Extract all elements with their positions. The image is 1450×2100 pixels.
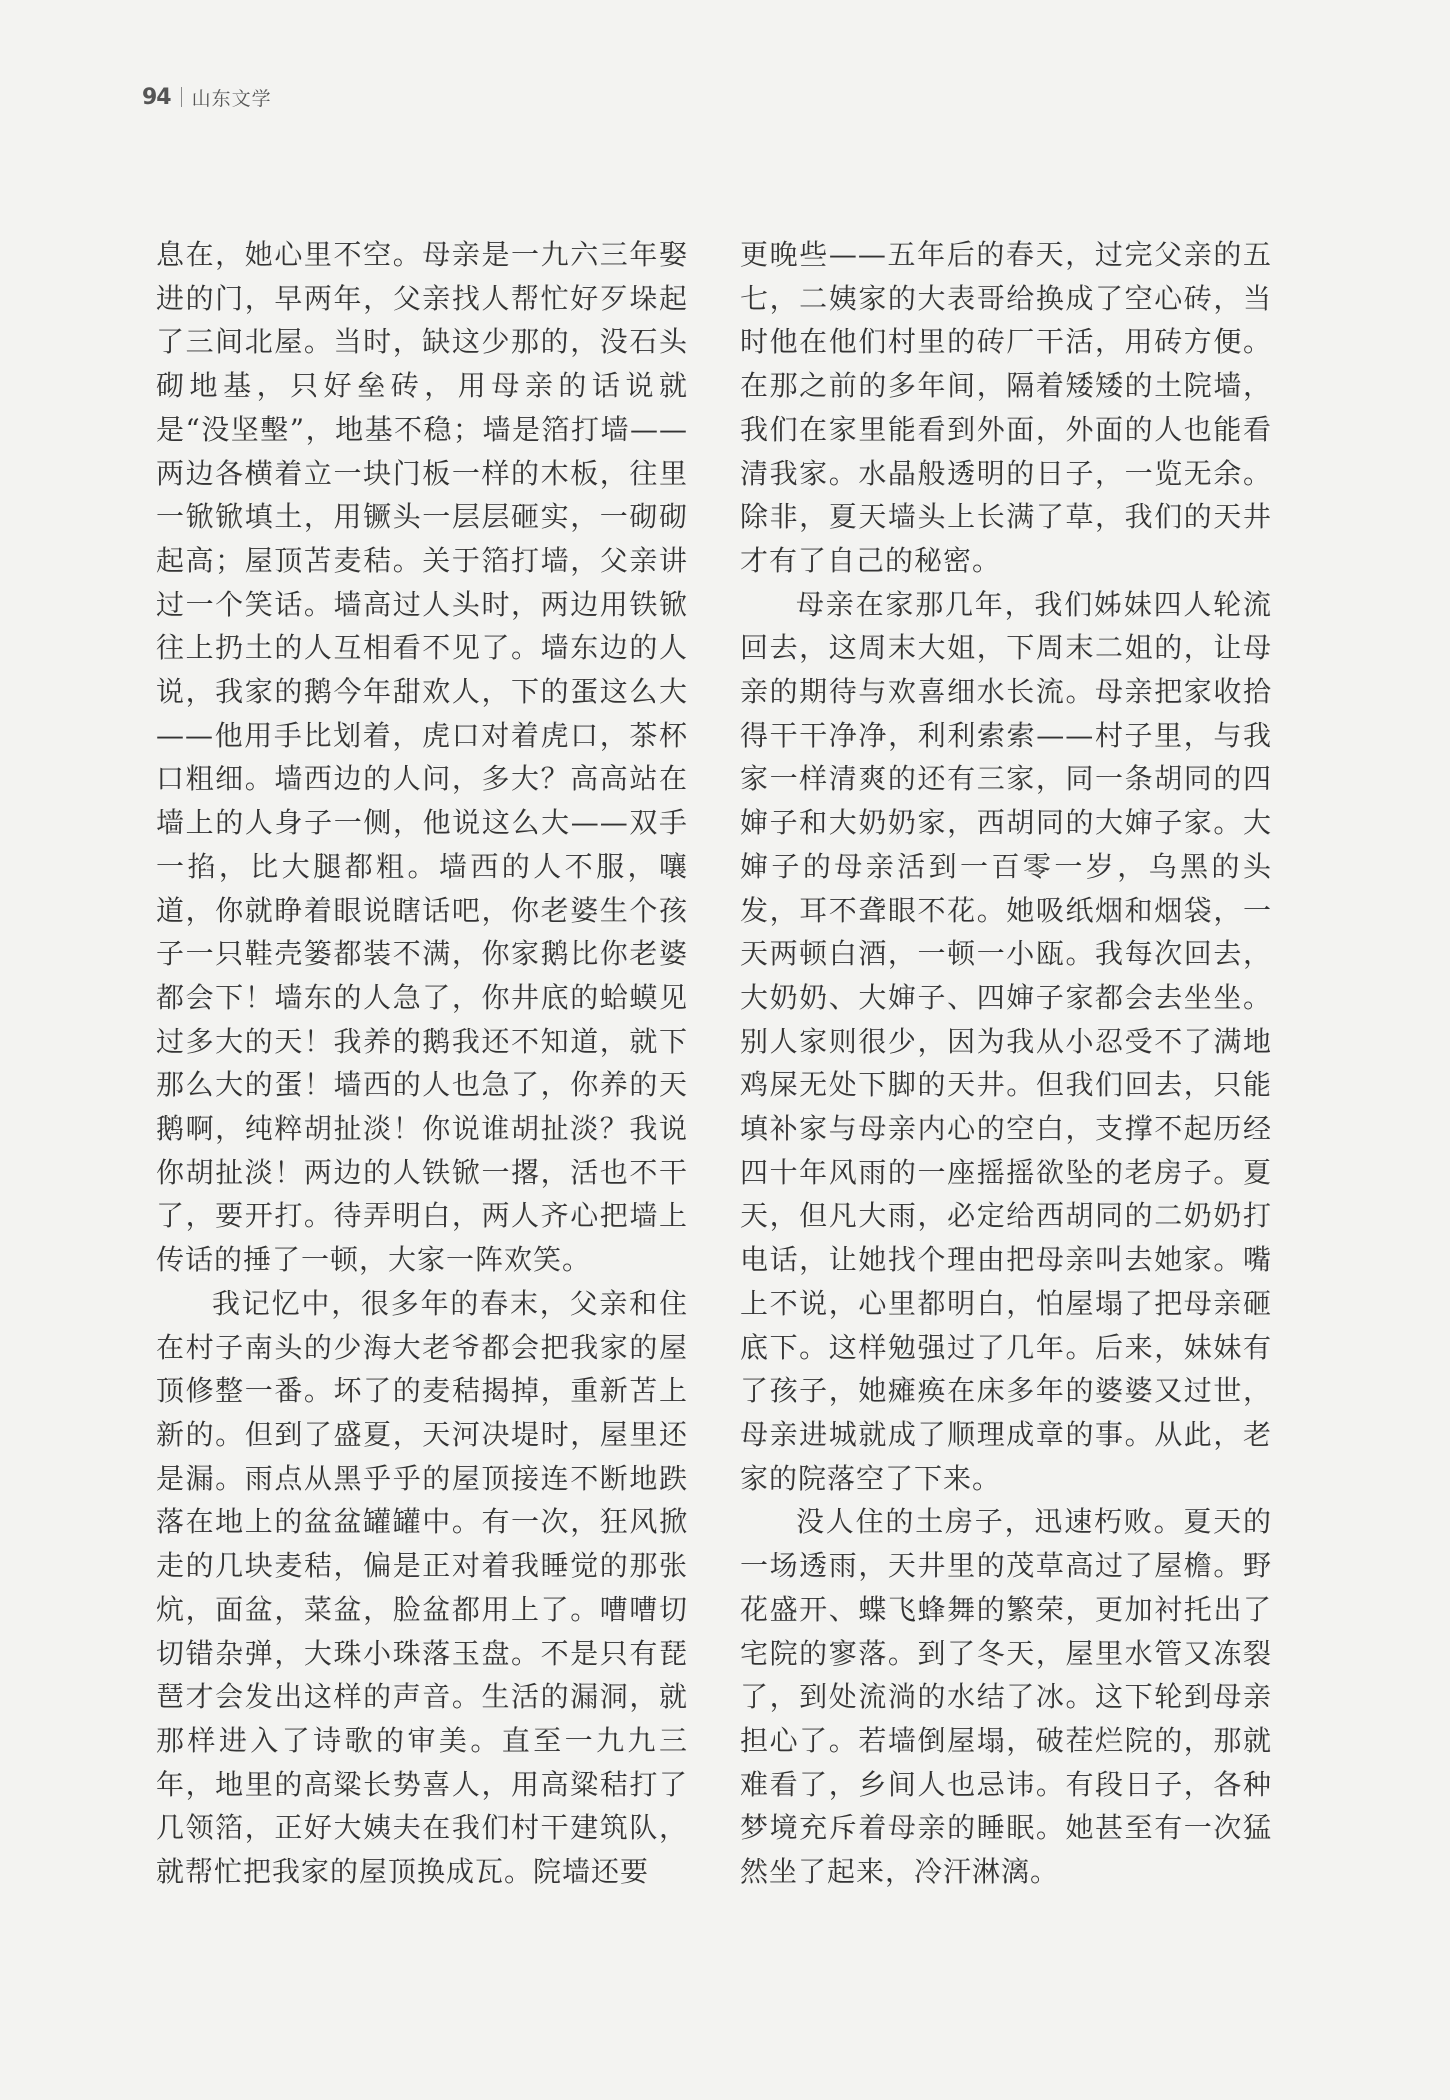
paragraph: 母亲在家那几年，我们姊妹四人轮流回去，这周末大姐，下周末二姐的，让母亲的期待与欢喜细水长流。母亲把家收拾得干干净净，利利索索——村子里，与我家一样清爽的还有三家，同一条胡同的四婶子和大奶奶家，西胡同的大婶子家。大婶子的母亲活到一百零一岁，乌黑的头发，耳不聋眼不花。她吸纸烟和烟袋，一天两顿白酒，一顿一小瓯。我每次回去，大奶奶、大婶子、四婶子家都会去坐坐。别人家则很少，因为我从小忍受不了满地鸡屎无处下脚的天井。但我们回去，只能填补家与母亲内心的空白，支撑不起历经四十年风雨的一座摇摇欲坠的老房子。夏天，但凡大雨，必定给西胡同的二奶奶打电话，让她找个理由把母亲叫去她家。嘴上不说，心里都明白，怕屋塌了把母亲砸底下。这样勉强过了几年。后来，妹妹有了孩子，她瘫痪在床多年的婆婆又过世，母亲进城就成了顺理成章的事。从此，老家的院落空了下来。 xyxy=(740,587,1272,1495)
page-number: 94 xyxy=(142,84,171,110)
paragraph: 没人住的土房子，迅速朽败。夏天的一场透雨，天井里的茂草高过了屋檐。野花盛开、蝶飞蜂舞的繁荣，更加衬托出了宅院的寥落。到了冬天，屋里水管又冻裂了，到处流淌的水结了冰。这下轮到母亲担心了。若墙倒屋塌，破茬烂院的，那就难看了，乡间人也忌讳。有段日子，各种梦境充斥着母亲的睡眠。她甚至有一次猛然坐了起来，冷汗淋漓。 xyxy=(740,1505,1272,1889)
left-column xyxy=(156,233,688,1894)
right-column xyxy=(740,233,1272,1894)
paragraph-continued: 息在，她心里不空。母亲是一九六三年娶进的门，早两年，父亲找人帮忙好歹垛起了三间北屋。当时，缺这少那的，没石头砌地基，只好垒砖，用母亲的话说就是“没坚墼”，地基不稳；墙是箔打墙——两边各横着立一块门板一样的木板，往里一锨锨填土，用镢头一层层砸实，一砌砌起高；屋顶苫麦秸。关于箔打墙，父亲讲过一个笑话。墙高过人头时，两边用铁锨往上扔土的人互相看不见了。墙东边的人说，我家的鹅今年甜欢人，下的蛋这么大——他用手比划着，虎口对着虎口，茶杯口粗细。墙西边的人问，多大？高高站在墙上的人身子一侧，他说这么大——双手一掐，比大腿都粗。墙西的人不服，嚷道，你就睁着眼说瞎话吧，你老婆生个孩子一只鞋壳篓都装不满，你家鹅比你老婆都会下！墙东的人急了，你井底的蛤蟆见过多大的天！我养的鹅我还不知道，就下那么大的蛋！墙西的人也急了，你养的天鹅啊，纯粹胡扯淡！你说谁胡扯淡？我说你胡扯淡！两边的人铁锨一撂，活也不干了，要开打。待弄明白，两人齐心把墙上传话的捶了一顿，大家一阵欢笑。 xyxy=(156,238,688,1277)
paragraph: 我记忆中，很多年的春末，父亲和住在村子南头的少海大老爷都会把我家的屋顶修整一番。坏了的麦秸揭掉，重新苫上新的。但到了盛夏，天河决堤时，屋里还是漏。雨点从黑乎乎的屋顶接连不断地跌落在地上的盆盆罐罐中。有一次，狂风掀走的几块麦秸，偏是正对着我睡觉的那张炕，面盆，菜盆，脸盆都用上了。嘈嘈切切错杂弹，大珠小珠落玉盘。不是只有琵琶才会发出这样的声音。生活的漏洞，就那样进入了诗歌的审美。直至一九九三年，地里的高粱长势喜人，用高粱秸打了几领箔，正好大姨夫在我们村干建筑队，就帮忙把我家的屋顶换成瓦。院墙还要 xyxy=(156,1286,688,1889)
paragraph-continued: 更晚些——五年后的春天，过完父亲的五七，二姨家的大表哥给换成了空心砖，当时他在他们村里的砖厂干活，用砖方便。在那之前的多年间，隔着矮矮的土院墙，我们在家里能看到外面，外面的人也能看清我家。水晶般透明的日子，一览无余。除非，夏天墙头上长满了草，我们的天井才有了自己的秘密。 xyxy=(740,238,1272,577)
journal-title: 山东文学 xyxy=(191,87,272,110)
header-divider xyxy=(181,87,182,107)
running-header xyxy=(142,82,272,112)
